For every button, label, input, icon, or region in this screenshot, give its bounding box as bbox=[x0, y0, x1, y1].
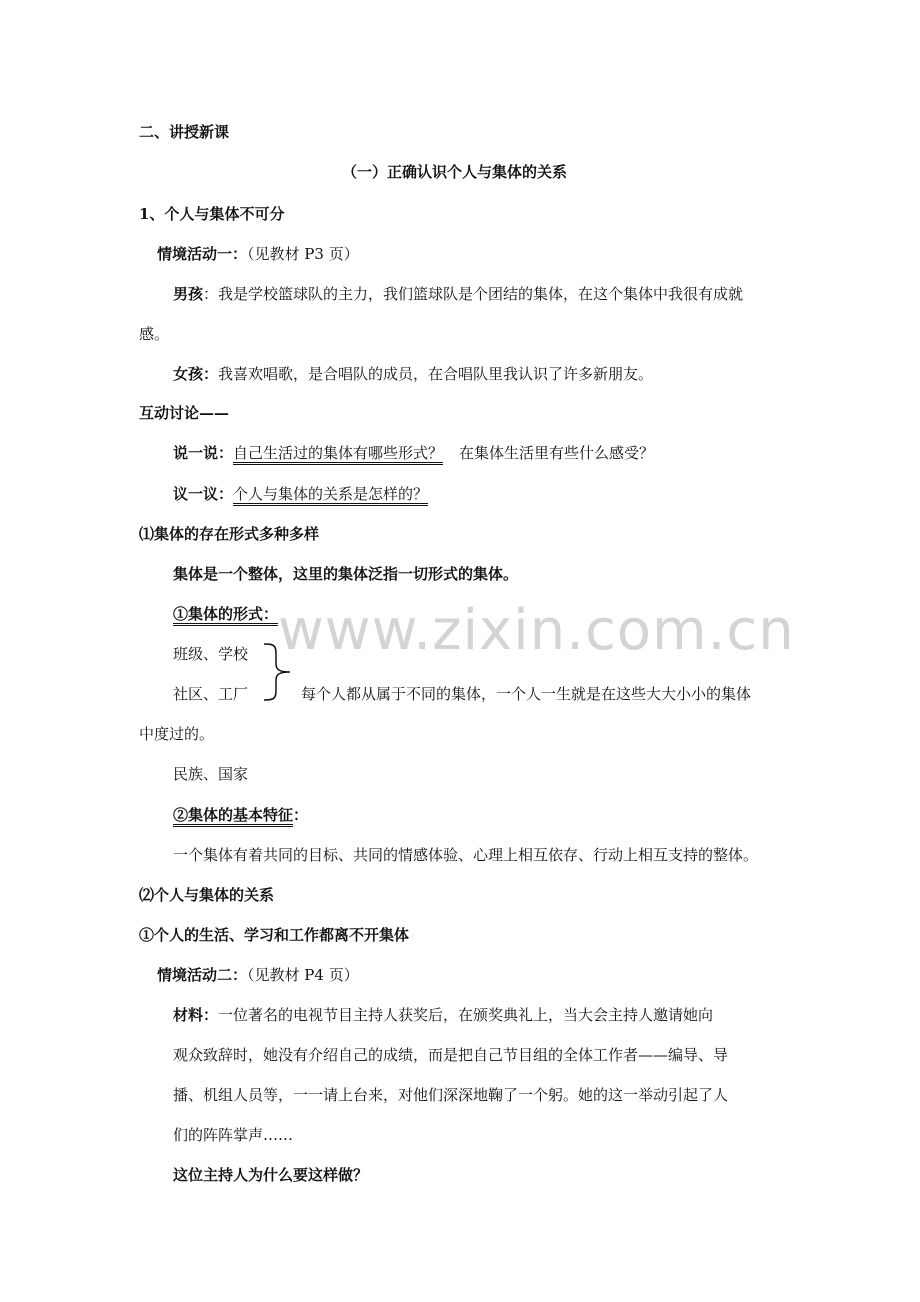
material-line-4: 们的阵阵掌声…… bbox=[173, 1126, 294, 1144]
sub-heading-2-1: ①个人的生活、学习和工作都离不开集体 bbox=[139, 926, 410, 944]
brace-icon bbox=[262, 642, 294, 702]
form-item: 社区、工厂 bbox=[173, 685, 249, 703]
activity-1-label: 情境活动一： bbox=[157, 245, 248, 263]
forms-heading bbox=[173, 604, 278, 624]
section-heading: 二、讲授新课 bbox=[139, 123, 230, 141]
girl-label: 女孩： bbox=[173, 365, 219, 383]
sub-heading-2: ⑵个人与集体的关系 bbox=[139, 886, 275, 904]
boy-line bbox=[173, 284, 743, 304]
say-question-1: 自己生活过的集体有哪些形式？ bbox=[233, 444, 443, 465]
point-1-heading: 1、个人与集体不可分 bbox=[139, 205, 285, 223]
activity-1-line bbox=[157, 244, 359, 264]
sub-heading-1: ⑴集体的存在形式多种多样 bbox=[139, 525, 320, 543]
activity-2-label: 情境活动二： bbox=[157, 966, 248, 984]
material-line-1 bbox=[173, 1005, 713, 1025]
features-colon: ： bbox=[293, 806, 309, 824]
boy-text: ：我是学校篮球队的主力，我们篮球队是个团结的集体，在这个集体中我很有成就 bbox=[203, 285, 744, 303]
activity-1-ref: （见教材 P3 页） bbox=[247, 245, 359, 263]
material-text: 一位著名的电视节目主持人获奖后，在颁奖典礼上，当大会主持人邀请她向 bbox=[218, 1006, 714, 1024]
whole-statement: 集体是一个整体，这里的集体泛指一切形式的集体。 bbox=[173, 565, 519, 583]
girl-line bbox=[173, 364, 653, 384]
say-label: 说一说： bbox=[173, 444, 234, 462]
boy-label: 男孩 bbox=[173, 285, 204, 303]
question: 这位主持人为什么要这样做？ bbox=[173, 1166, 369, 1184]
girl-text: 我喜欢唱歌，是合唱队的成员，在合唱队里我认识了许多新朋友。 bbox=[218, 365, 654, 383]
activity-2-line bbox=[157, 965, 359, 985]
boy-line-cont: 感。 bbox=[139, 325, 170, 343]
discuss-label: 议一议： bbox=[173, 485, 234, 503]
features-label: ②集体的基本特征 bbox=[173, 806, 293, 827]
material-line-2: 观众致辞时，她没有介绍自己的成绩，而是把自己节目组的全体工作者——编导、导 bbox=[173, 1046, 729, 1064]
discussion-heading: 互动讨论—— bbox=[139, 404, 230, 422]
features-heading bbox=[173, 805, 308, 825]
say-question-2: 在集体生活里有些什么感受？ bbox=[459, 444, 655, 462]
features-text: 一个集体有着共同的目标、共同的情感体验、心理上相互依存、行动上相互支持的整体。 bbox=[173, 846, 759, 864]
material-line-3: 播、机组人员等，一一请上台来，对他们深深地鞠了一个躬。她的这一举动引起了人 bbox=[173, 1086, 729, 1104]
forms-note-cont: 中度过的。 bbox=[139, 725, 215, 743]
forms-label: ①集体的形式： bbox=[173, 605, 278, 626]
forms-note: 每个人都从属于不同的集体，一个人一生就是在这些大大小小的集体 bbox=[301, 685, 752, 703]
discuss-question: 个人与集体的关系是怎样的？ bbox=[233, 485, 428, 506]
discuss-line bbox=[173, 484, 428, 504]
say-line bbox=[173, 443, 654, 463]
material-label: 材料： bbox=[173, 1006, 219, 1024]
watermark: www.zixin.com.cn bbox=[278, 598, 795, 663]
subtitle: （一）正确认识个人与集体的关系 bbox=[342, 163, 568, 181]
form-item: 班级、学校 bbox=[173, 645, 249, 663]
form-item: 民族、国家 bbox=[173, 765, 249, 783]
activity-2-ref: （见教材 P4 页） bbox=[247, 966, 359, 984]
